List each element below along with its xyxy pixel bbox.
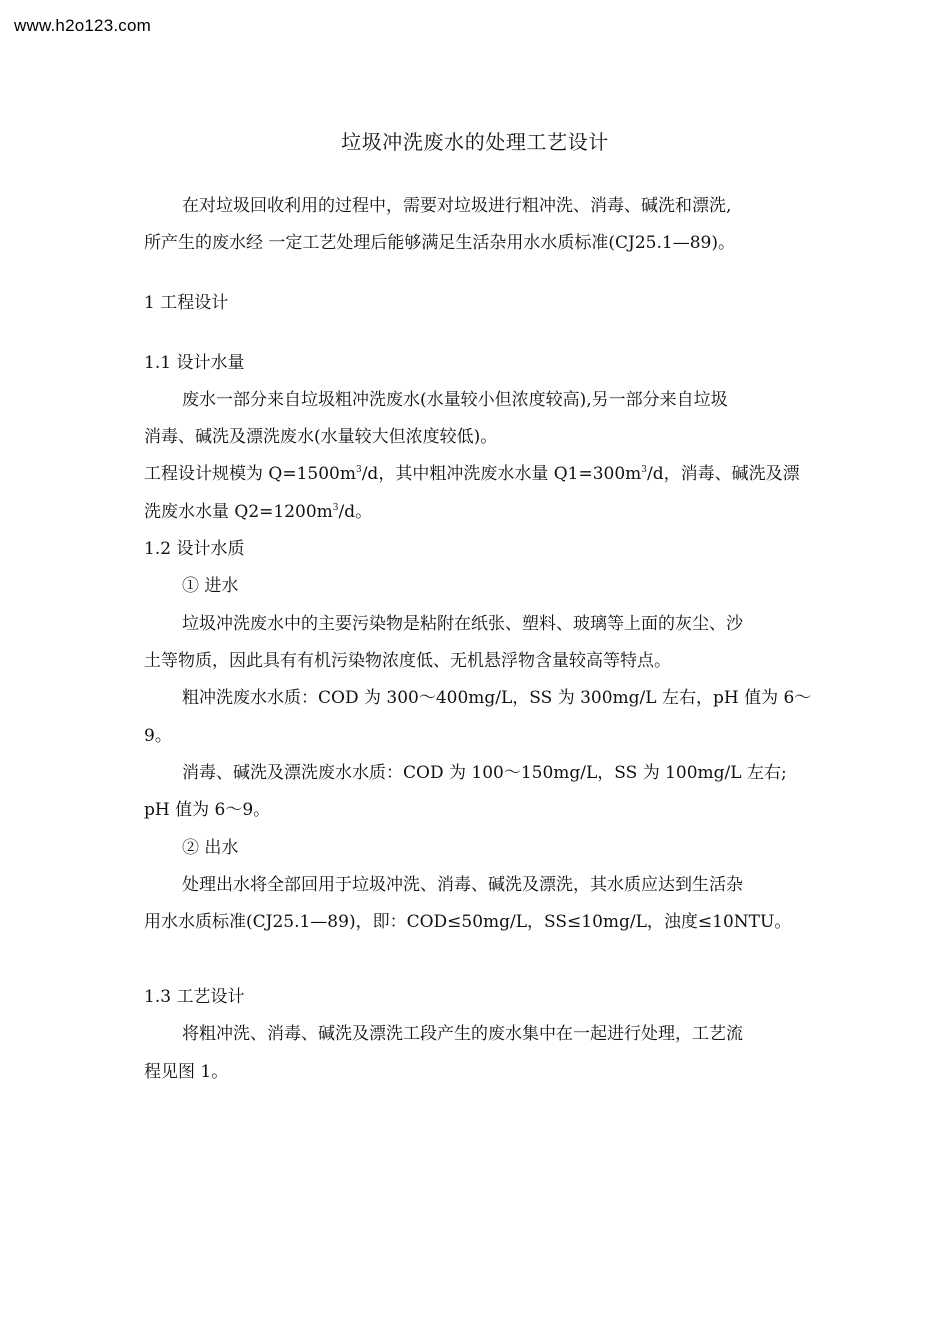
section-heading-design-water-quality: 1.2 设计水质 bbox=[144, 539, 245, 559]
site-url[interactable]: www.h2o123.com bbox=[14, 16, 151, 35]
outflow-text-line-1: 处理出水将全部回用于垃圾冲洗、消毒、碱洗及漂洗，其水质应达到生活杂 bbox=[182, 875, 743, 895]
cubic-superscript: 3 bbox=[641, 465, 648, 475]
rinse-quality-line-2: pH 值为 6～9。 bbox=[144, 800, 271, 820]
coarse-quality-line-2: 9。 bbox=[144, 726, 172, 746]
design-scale-text-a: 工程设计规模为 Q=1500m bbox=[144, 464, 356, 484]
coarse-quality-line-1: 粗冲洗废水水质：COD 为 300～400mg/L，SS 为 300mg/L 左右，pH 值为 6～ bbox=[182, 688, 812, 708]
inflow-text-line-2: 土等物质，因此具有有机污染物浓度低、无机悬浮物含量较高等特点。 bbox=[144, 651, 671, 671]
cubic-superscript: 3 bbox=[332, 503, 339, 513]
inflow-text-line-1: 垃圾冲洗废水中的主要污染物是粘附在纸张、塑料、玻璃等上面的灰尘、沙 bbox=[182, 614, 743, 634]
design-scale-text-d: 洗废水水量 Q2=1200m bbox=[144, 502, 333, 522]
section-heading-engineering-design: 1 工程设计 bbox=[144, 293, 229, 313]
design-scale-line-2 bbox=[144, 500, 372, 524]
section-heading-design-water-volume: 1.1 设计水量 bbox=[144, 353, 245, 373]
process-text-line-2: 程见图 1。 bbox=[144, 1062, 229, 1082]
design-scale-text-b: /d，其中粗冲洗废水水量 Q1=300m bbox=[361, 464, 642, 484]
design-scale-text-e: /d。 bbox=[338, 502, 373, 522]
rinse-quality-line-1: 消毒、碱洗及漂洗废水水质：COD 为 100～150mg/L，SS 为 100mg/L 左右; bbox=[182, 763, 787, 783]
outflow-text-line-2: 用水水质标准(CJ25.1—89)，即：COD≤50mg/L，SS≤10mg/L，浊度≤10NTU。 bbox=[144, 912, 792, 932]
inflow-label: ① 进水 bbox=[182, 576, 239, 596]
cubic-superscript: 3 bbox=[355, 465, 362, 475]
intro-line-2: 所产生的废水经 一定工艺处理后能够满足生活杂用水水质标准(CJ25.1—89)。 bbox=[144, 233, 735, 253]
water-volume-line-1: 废水一部分来自垃圾粗冲洗废水(水量较小但浓度较高),另一部分来自垃圾 bbox=[182, 390, 728, 410]
design-scale-line-1 bbox=[144, 462, 800, 486]
outflow-label: ② 出水 bbox=[182, 838, 239, 858]
section-heading-process-design: 1.3 工艺设计 bbox=[144, 987, 245, 1007]
water-volume-line-2: 消毒、碱洗及漂洗废水(水量较大但浓度较低)。 bbox=[144, 427, 498, 447]
design-scale-text-c: /d，消毒、碱洗及漂 bbox=[647, 464, 800, 484]
process-text-line-1: 将粗冲洗、消毒、碱洗及漂洗工段产生的废水集中在一起进行处理，工艺流 bbox=[182, 1024, 743, 1044]
document-title: 垃圾冲洗废水的处理工艺设计 bbox=[341, 130, 609, 154]
intro-line-1: 在对垃圾回收利用的过程中，需要对垃圾进行粗冲洗、消毒、碱洗和漂洗, bbox=[182, 196, 732, 216]
